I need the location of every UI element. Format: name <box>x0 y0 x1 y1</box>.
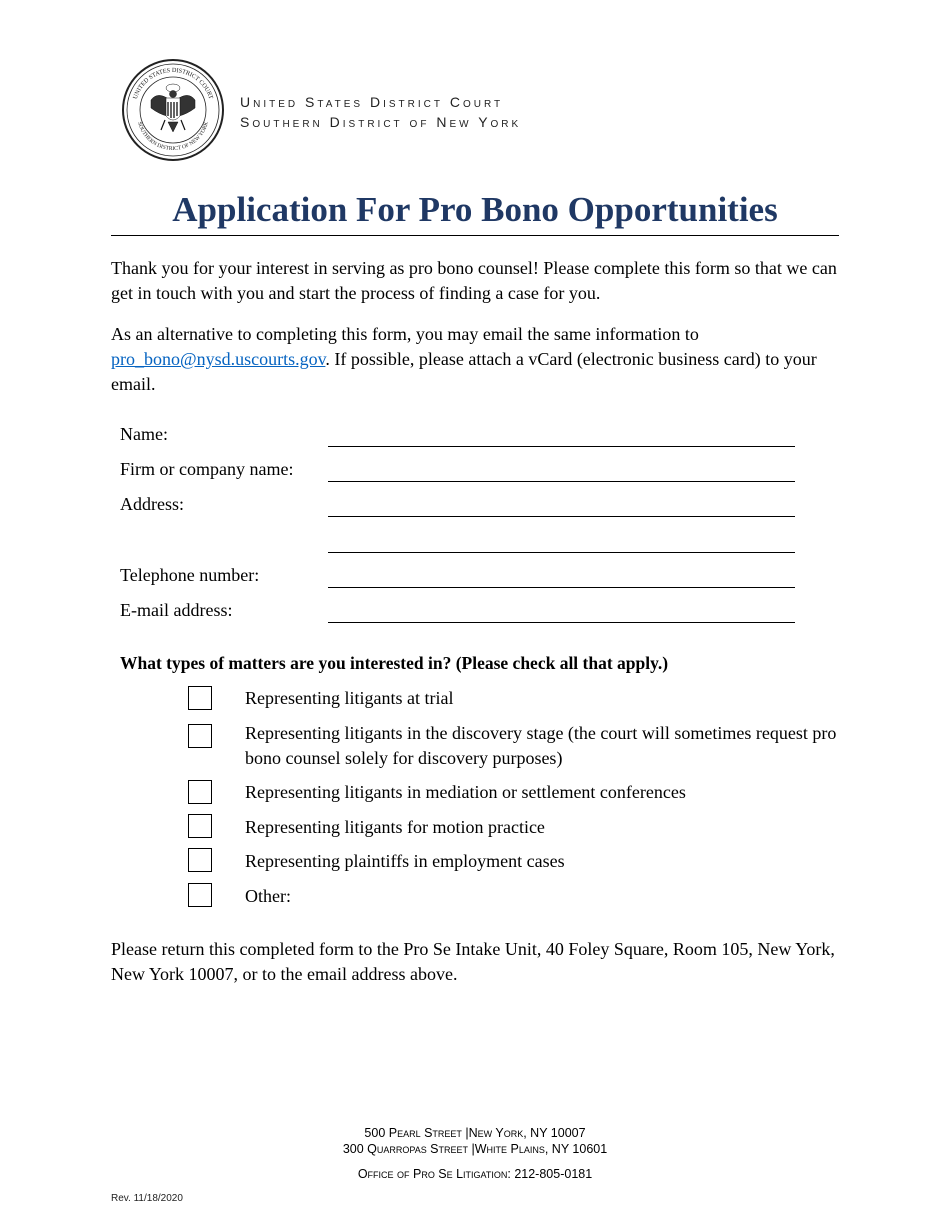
matters-question: What types of matters are you interested in? (Please check all that apply.) <box>120 653 669 673</box>
footer-office-phone: Office of Pro Se Litigation: 212-805-0181 <box>357 1167 593 1181</box>
address-field-line2[interactable] <box>328 552 795 553</box>
court-name-line2: Southern District of New York <box>240 114 522 130</box>
court-name <box>240 92 521 132</box>
firm-field[interactable] <box>328 481 795 482</box>
option-mediation: Representing litigants in mediation or settlement conferences <box>245 782 686 802</box>
email-label: E-mail address: <box>120 600 233 620</box>
option-motion: Representing litigants for motion practice <box>245 817 545 837</box>
checkbox-trial[interactable] <box>188 686 212 710</box>
footer-address-wp: 300 Quarropas Street |White Plains, NY 10601 <box>342 1142 608 1156</box>
address-field-line1[interactable] <box>328 516 795 517</box>
checkbox-other[interactable] <box>188 883 212 907</box>
name-field[interactable] <box>328 446 795 447</box>
option-employment: Representing plaintiffs in employment cases <box>245 851 565 871</box>
footer-address-ny: 500 Pearl Street |New York, NY 10007 <box>364 1126 586 1140</box>
checkbox-mediation[interactable] <box>188 780 212 804</box>
title-underline <box>111 235 839 236</box>
court-name-line1: United States District Court <box>240 94 504 110</box>
checkbox-employment[interactable] <box>188 848 212 872</box>
revision-date: Rev. 11/18/2020 <box>111 1193 183 1204</box>
telephone-field[interactable] <box>328 587 795 588</box>
svg-text:SOUTHERN DISTRICT OF NEW YORK: SOUTHERN DISTRICT OF NEW YORK <box>136 121 211 153</box>
address-label: Address: <box>120 494 184 514</box>
alternative-paragraph <box>111 322 846 397</box>
option-trial: Representing litigants at trial <box>245 688 454 708</box>
checkbox-discovery[interactable] <box>188 724 212 748</box>
alternative-text-before: As an alternative to completing this form, you may email the same information to <box>111 324 699 344</box>
page-title: Application For Pro Bono Opportunities <box>172 190 778 229</box>
alternative-text-after: . If possible, please attach a vCard (electronic business card) to your email. <box>111 349 817 394</box>
svg-text:UNITED STATES DISTRICT COURT: UNITED STATES DISTRICT COURT <box>131 66 215 101</box>
email-field[interactable] <box>328 622 795 623</box>
checkbox-motion[interactable] <box>188 814 212 838</box>
option-other: Other: <box>245 886 291 906</box>
return-instructions: Please return this completed form to the Pro Se Intake Unit, 40 Foley Square, Room 105, New York, New York 10007, or to the email address above. <box>111 939 835 984</box>
court-seal-logo <box>121 58 225 162</box>
intro-paragraph: Thank you for your interest in serving as pro bono counsel! Please complete this form so that we can get in touch with you and start the process of finding a case for you. <box>111 258 837 303</box>
option-discovery: Representing litigants in the discovery stage (the court will sometimes request pro bono counsel solely for discovery purposes) <box>245 723 837 768</box>
email-link[interactable]: pro_bono@nysd.uscourts.gov <box>111 349 326 369</box>
telephone-label: Telephone number: <box>120 565 260 585</box>
name-label: Name: <box>120 424 168 444</box>
firm-label: Firm or company name: <box>120 459 294 479</box>
